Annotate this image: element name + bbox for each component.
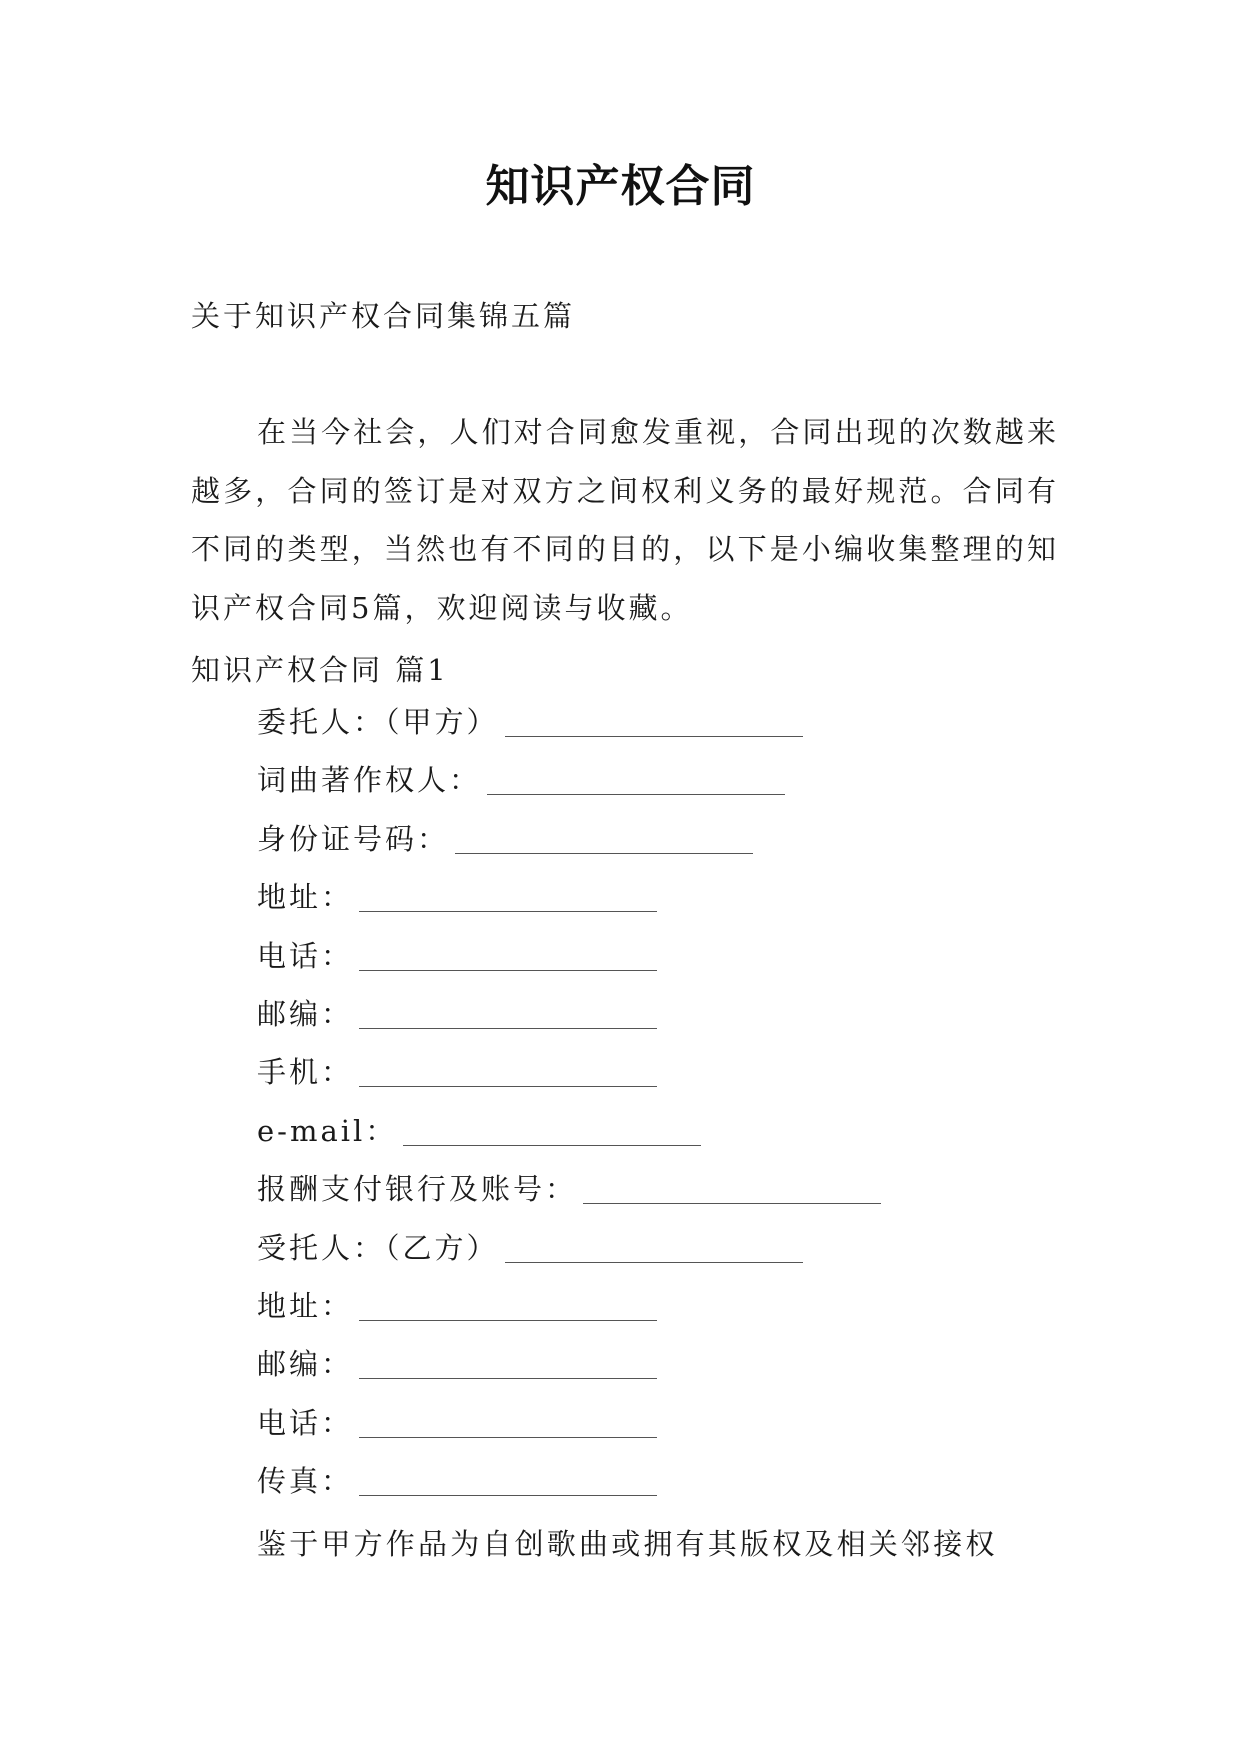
field-label: 电话： xyxy=(257,1405,354,1440)
field-id-number xyxy=(257,823,1067,881)
field-address-a xyxy=(257,881,1067,939)
field-label: 邮编： xyxy=(257,996,354,1031)
field-trustee xyxy=(257,1232,1067,1290)
field-copyright-owner xyxy=(257,764,1067,822)
blank-line xyxy=(359,998,657,1029)
blank-line xyxy=(505,1232,803,1263)
field-client xyxy=(257,706,1067,764)
blank-line xyxy=(359,1465,657,1496)
field-postcode-b xyxy=(257,1348,1067,1406)
blank-line xyxy=(359,1056,657,1087)
blank-line xyxy=(359,1290,657,1321)
field-label: 手机： xyxy=(257,1055,354,1090)
field-label: 报酬支付银行及账号： xyxy=(257,1172,578,1207)
field-label: 委托人：（甲方） xyxy=(257,705,499,739)
field-phone-b xyxy=(257,1407,1067,1465)
blank-line xyxy=(359,940,657,971)
document-subtitle: 关于知识产权合同集锦五篇 xyxy=(191,299,576,333)
field-label: e-mail： xyxy=(257,1113,398,1148)
field-address-b xyxy=(257,1290,1067,1348)
field-label: 身份证号码： xyxy=(257,821,450,856)
blank-line xyxy=(359,1348,657,1379)
field-label: 电话： xyxy=(257,938,354,973)
blank-line xyxy=(487,764,785,795)
field-label: 词曲著作权人： xyxy=(257,763,482,798)
body-paragraph-start: 鉴于甲方作品为自创歌曲或拥有其版权及相关邻接权 xyxy=(257,1527,998,1561)
field-label: 受托人：（乙方） xyxy=(257,1230,499,1265)
field-email xyxy=(257,1115,1067,1173)
blank-line xyxy=(583,1173,881,1204)
blank-line xyxy=(403,1115,701,1146)
blank-line xyxy=(359,1407,657,1438)
field-phone-a xyxy=(257,940,1067,998)
party-info-fields xyxy=(257,706,1067,1523)
field-mobile xyxy=(257,1056,1067,1114)
field-label: 邮编： xyxy=(257,1347,354,1382)
field-fax xyxy=(257,1465,1067,1523)
blank-line xyxy=(359,881,657,912)
section-heading: 知识产权合同 篇1 xyxy=(191,653,449,687)
intro-paragraph: 在当今社会，人们对合同愈发重视，合同出现的次数越来越多，合同的签订是对双方之间权利义务的最好规范。合同有不同的类型，当然也有不同的目的，以下是小编收集整理的知识产权合同5篇，欢迎阅读与收藏。 xyxy=(191,415,1059,625)
blank-line xyxy=(455,823,753,854)
field-label: 传真： xyxy=(257,1464,354,1499)
document-title: 知识产权合同 xyxy=(485,161,756,212)
field-bank-account xyxy=(257,1173,1067,1231)
field-label: 地址： xyxy=(257,880,354,915)
blank-line xyxy=(505,706,803,737)
field-label: 地址： xyxy=(257,1288,354,1323)
field-postcode-a xyxy=(257,998,1067,1056)
